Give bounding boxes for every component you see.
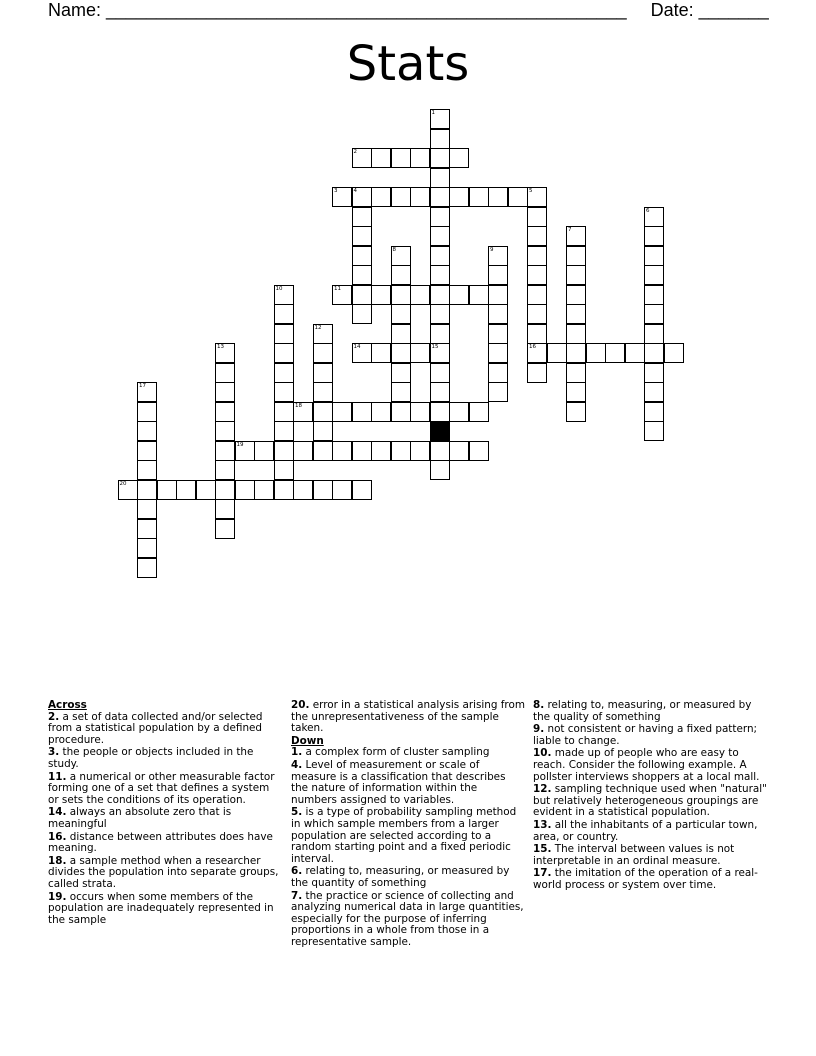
clue-text: Level of measurement or scale of measure is a classification that describes the nature of information within the numbers assigned to variables. xyxy=(291,758,506,806)
clue-number-label: 12. xyxy=(533,783,552,796)
grid-cell[interactable] xyxy=(527,265,547,285)
grid-cell[interactable] xyxy=(664,343,684,363)
grid-cell[interactable] xyxy=(644,402,664,422)
grid-cell[interactable] xyxy=(352,265,372,285)
grid-cell[interactable] xyxy=(644,304,664,324)
grid-cell[interactable] xyxy=(137,421,157,441)
grid-cell[interactable] xyxy=(176,480,196,500)
clue-number: 11 xyxy=(334,285,341,292)
across-clue xyxy=(291,700,525,735)
grid-cell[interactable] xyxy=(527,207,547,227)
grid-cell[interactable] xyxy=(332,441,352,461)
grid-cell[interactable] xyxy=(313,421,333,441)
clue-text: occurs when some members of the population are inadequately represented in the sample xyxy=(48,890,274,926)
grid-cell[interactable] xyxy=(352,285,372,305)
clue-number: 13 xyxy=(217,344,224,350)
grid-cell[interactable] xyxy=(215,402,235,422)
grid-cell[interactable] xyxy=(215,441,235,461)
clue-number: 19 xyxy=(236,441,244,448)
grid-cell[interactable] xyxy=(644,382,664,402)
across-clue-list xyxy=(48,712,282,927)
down-clue xyxy=(291,760,525,806)
grid-cell[interactable] xyxy=(137,460,157,480)
grid-cell[interactable] xyxy=(644,363,664,383)
clue-number: 6 xyxy=(646,207,650,214)
clue-text: the practice or science of collecting and analyzing numerical data in large quantities, especially for the purpose of inferring proportions in a whole from those in a representative sample. xyxy=(291,889,524,948)
across-clue xyxy=(48,747,282,770)
clue-number: 18 xyxy=(295,402,302,409)
down-clue xyxy=(291,891,525,949)
grid-cell[interactable] xyxy=(527,304,547,324)
grid-cell[interactable] xyxy=(430,460,450,480)
grid-cell[interactable] xyxy=(566,363,586,383)
grid-cell[interactable] xyxy=(352,207,372,227)
across-heading: Across xyxy=(48,699,87,711)
grid-cell[interactable] xyxy=(527,285,547,305)
grid-cell[interactable] xyxy=(274,324,294,344)
date-label: Date: xyxy=(650,0,694,20)
down-clue-list xyxy=(291,747,525,948)
grid-cell[interactable] xyxy=(352,304,372,324)
grid-cell[interactable] xyxy=(566,382,586,402)
grid-cell[interactable] xyxy=(449,402,469,422)
grid-cell[interactable] xyxy=(410,187,430,207)
grid-cell[interactable] xyxy=(488,324,508,344)
grid-cell[interactable] xyxy=(215,480,235,500)
grid-cell[interactable] xyxy=(235,480,255,500)
grid-cell[interactable] xyxy=(313,324,333,344)
grid-cell[interactable] xyxy=(430,382,450,402)
grid-cell[interactable] xyxy=(430,363,450,383)
grid-cell[interactable] xyxy=(644,265,664,285)
grid-cell[interactable] xyxy=(449,285,469,305)
down-clue xyxy=(533,724,767,747)
grid-cell[interactable] xyxy=(137,441,157,461)
grid-cell[interactable] xyxy=(215,519,235,539)
grid-cell[interactable] xyxy=(527,226,547,246)
grid-cell[interactable] xyxy=(391,363,411,383)
down-clue xyxy=(533,784,767,819)
puzzle-title: Stats xyxy=(346,36,470,92)
clue-number-label: 10. xyxy=(533,747,552,760)
grid-cell[interactable] xyxy=(449,148,469,168)
clue-number-label: 20. xyxy=(291,699,310,711)
date-line[interactable]: _______ xyxy=(698,0,769,20)
clue-text: The interval between values is not interpretable in an ordinal measure. xyxy=(533,843,735,867)
grid-cell[interactable] xyxy=(488,187,508,207)
grid-cell[interactable] xyxy=(332,187,352,207)
grid-cell[interactable] xyxy=(430,148,450,168)
grid-cell[interactable] xyxy=(566,304,586,324)
grid-cell[interactable] xyxy=(313,402,333,422)
down-clue xyxy=(291,807,525,865)
grid-cell[interactable] xyxy=(644,324,664,344)
grid-cell[interactable] xyxy=(274,285,294,305)
grid-cell[interactable] xyxy=(293,480,313,500)
grid-cell[interactable] xyxy=(293,402,313,422)
grid-cell[interactable] xyxy=(430,246,450,266)
grid-cell[interactable] xyxy=(215,421,235,441)
clue-number-label: 9. xyxy=(533,723,545,736)
clue-text: a complex form of cluster sampling xyxy=(302,746,490,759)
clue-text: the people or objects included in the study. xyxy=(48,746,254,770)
clue-number: 8 xyxy=(392,246,396,253)
grid-cell[interactable] xyxy=(274,421,294,441)
down-clue xyxy=(533,844,767,867)
grid-cell[interactable] xyxy=(235,441,255,461)
grid-cell[interactable] xyxy=(352,402,372,422)
clue-text: a numerical or other measurable factor forming one of a set that defines a system or sets the conditions of its operation. xyxy=(48,770,275,806)
grid-cell[interactable] xyxy=(566,324,586,344)
grid-cell[interactable] xyxy=(430,285,450,305)
grid-cell[interactable] xyxy=(430,129,450,149)
grid-cell[interactable] xyxy=(586,343,606,363)
grid-cell[interactable] xyxy=(215,499,235,519)
grid-cell[interactable] xyxy=(254,441,274,461)
clue-number: 16 xyxy=(529,344,536,350)
clue-number-label: 14. xyxy=(48,806,67,819)
clue-number: 1 xyxy=(431,110,435,116)
down-clue xyxy=(291,866,525,889)
across-clue xyxy=(48,892,282,927)
clue-text: distance between attributes does have meaning. xyxy=(48,830,273,855)
grid-cell[interactable] xyxy=(644,207,664,227)
grid-cell[interactable] xyxy=(488,246,508,266)
grid-cell[interactable] xyxy=(371,402,391,422)
across-clue-list-continued xyxy=(291,700,525,735)
clue-number: 3 xyxy=(334,188,338,194)
grid-cell[interactable] xyxy=(391,382,411,402)
clue-number-label: 8. xyxy=(533,699,545,711)
down-clue xyxy=(533,868,767,891)
grid-cell[interactable] xyxy=(488,304,508,324)
grid-cell[interactable] xyxy=(313,343,333,363)
grid-cell[interactable] xyxy=(391,441,411,461)
grid-cell[interactable] xyxy=(332,402,352,422)
grid-cell[interactable] xyxy=(391,304,411,324)
grid-cell[interactable] xyxy=(644,343,664,363)
clue-text: always an absolute zero that is meaningful xyxy=(48,806,232,830)
grid-cell[interactable] xyxy=(274,382,294,402)
grid-cell[interactable] xyxy=(410,343,430,363)
grid-cell[interactable] xyxy=(157,480,177,500)
grid-cell[interactable] xyxy=(566,343,586,363)
grid-cell[interactable] xyxy=(274,441,294,461)
grid-cell[interactable] xyxy=(547,343,567,363)
grid-cell[interactable] xyxy=(391,285,411,305)
grid-cell[interactable] xyxy=(430,226,450,246)
grid-cell[interactable] xyxy=(274,343,294,363)
down-clue xyxy=(533,700,767,723)
grid-cell[interactable] xyxy=(430,109,450,129)
grid-cell[interactable] xyxy=(566,402,586,422)
grid-cell[interactable] xyxy=(371,343,391,363)
grid-cell[interactable] xyxy=(352,226,372,246)
grid-cell[interactable] xyxy=(391,324,411,344)
grid-cell[interactable] xyxy=(313,363,333,383)
grid-cell[interactable] xyxy=(313,382,333,402)
grid-cell[interactable] xyxy=(332,480,352,500)
grid-cell[interactable] xyxy=(215,382,235,402)
down-clue-list-continued xyxy=(533,700,767,892)
clue-number: 10 xyxy=(275,285,283,292)
clue-number-label: 11. xyxy=(48,770,67,783)
grid-cell[interactable] xyxy=(430,168,450,188)
down-heading: Down xyxy=(291,734,324,747)
clue-number-label: 13. xyxy=(533,818,552,831)
grid-cell[interactable] xyxy=(430,402,450,422)
grid-cell[interactable] xyxy=(137,558,157,578)
grid-cell[interactable] xyxy=(274,402,294,422)
clue-text: error in a statistical analysis arising from the unrepresentativeness of the sample taken. xyxy=(291,699,525,735)
clue-text: a set of data collected and/or selected from a statistical population by a defined procedure. xyxy=(48,710,263,746)
grid-cell[interactable] xyxy=(137,382,157,402)
grid-cell[interactable] xyxy=(391,402,411,422)
grid-cell[interactable] xyxy=(332,285,352,305)
grid-cell[interactable] xyxy=(449,441,469,461)
clue-number-label: 18. xyxy=(48,854,67,867)
grid-cell[interactable] xyxy=(469,187,489,207)
grid-cell[interactable] xyxy=(137,519,157,539)
grid-cell[interactable] xyxy=(371,187,391,207)
grid-cell[interactable] xyxy=(391,246,411,266)
grid-cell[interactable] xyxy=(527,324,547,344)
grid-cell[interactable] xyxy=(488,382,508,402)
grid-cell[interactable] xyxy=(137,480,157,500)
grid-cell[interactable] xyxy=(430,265,450,285)
clue-text: sampling technique used when "natural" but relatively heterogeneous groupings are evident in a statistical population. xyxy=(533,783,767,819)
clue-number-label: 3. xyxy=(48,746,60,759)
clue-number: 20 xyxy=(119,480,127,487)
blocked-cell xyxy=(430,421,450,441)
clue-number-label: 6. xyxy=(291,865,303,878)
clue-number-label: 15. xyxy=(533,843,552,856)
grid-cell[interactable] xyxy=(449,187,469,207)
grid-cell[interactable] xyxy=(430,343,450,363)
grid-cell[interactable] xyxy=(352,441,372,461)
clue-number: 4 xyxy=(353,188,357,194)
clue-number: 17 xyxy=(139,383,146,389)
clue-text: is a type of probability sampling method in which sample members from a larger population are selected according to a random starting point and a fixed periodic interval. xyxy=(291,806,517,865)
grid-cell[interactable] xyxy=(527,343,547,363)
grid-cell[interactable] xyxy=(137,538,157,558)
across-clue xyxy=(48,832,282,855)
grid-cell[interactable] xyxy=(352,148,372,168)
grid-cell[interactable] xyxy=(488,285,508,305)
clue-number: 7 xyxy=(568,227,572,233)
grid-cell[interactable] xyxy=(644,226,664,246)
grid-cell[interactable] xyxy=(371,441,391,461)
grid-cell[interactable] xyxy=(274,363,294,383)
clue-text: a sample method when a researcher divides the population into separate groups, called strata. xyxy=(48,854,279,890)
name-line[interactable]: ____________________________________________________ xyxy=(106,0,627,20)
grid-cell[interactable] xyxy=(215,363,235,383)
grid-cell[interactable] xyxy=(488,363,508,383)
grid-cell[interactable] xyxy=(391,148,411,168)
grid-cell[interactable] xyxy=(508,187,528,207)
grid-cell[interactable] xyxy=(391,343,411,363)
clues-column-3 xyxy=(533,700,767,893)
grid-cell[interactable] xyxy=(391,265,411,285)
grid-cell[interactable] xyxy=(469,402,489,422)
grid-cell[interactable] xyxy=(137,499,157,519)
grid-cell[interactable] xyxy=(488,343,508,363)
clue-number-label: 7. xyxy=(291,889,303,902)
grid-cell[interactable] xyxy=(313,441,333,461)
grid-cell[interactable] xyxy=(430,207,450,227)
across-clue xyxy=(48,772,282,807)
down-clue xyxy=(533,820,767,843)
grid-cell[interactable] xyxy=(430,441,450,461)
clue-text: the imitation of the operation of a real-world process or system over time. xyxy=(533,867,758,891)
grid-cell[interactable] xyxy=(254,480,274,500)
clue-number-label: 17. xyxy=(533,867,552,880)
grid-cell[interactable] xyxy=(215,460,235,480)
clue-number-label: 19. xyxy=(48,890,67,903)
grid-cell[interactable] xyxy=(644,285,664,305)
grid-cell[interactable] xyxy=(527,187,547,207)
clue-number-label: 1. xyxy=(291,746,303,759)
clue-text: not consistent or having a fixed pattern; liable to change. xyxy=(533,723,758,747)
grid-cell[interactable] xyxy=(527,363,547,383)
grid-cell[interactable] xyxy=(566,265,586,285)
grid-cell[interactable] xyxy=(430,324,450,344)
clue-number-label: 4. xyxy=(291,758,303,771)
grid-cell[interactable] xyxy=(352,187,372,207)
down-clue xyxy=(533,748,767,783)
down-clue xyxy=(291,747,525,759)
clue-number: 9 xyxy=(490,246,494,253)
grid-cell[interactable] xyxy=(469,285,489,305)
grid-cell[interactable] xyxy=(371,285,391,305)
grid-cell[interactable] xyxy=(566,246,586,266)
grid-cell[interactable] xyxy=(625,343,645,363)
grid-cell[interactable] xyxy=(410,285,430,305)
clue-number-label: 2. xyxy=(48,710,60,723)
grid-cell[interactable] xyxy=(430,304,450,324)
grid-cell[interactable] xyxy=(410,148,430,168)
clue-text: made up of people who are easy to reach. Consider the following example. A pollster interviews shoppers at a local mall. xyxy=(533,747,760,783)
grid-cell[interactable] xyxy=(137,402,157,422)
grid-cell[interactable] xyxy=(313,480,333,500)
clue-text: all the inhabitants of a particular town, area, or country. xyxy=(533,818,758,843)
clue-number: 12 xyxy=(314,324,322,331)
grid-cell[interactable] xyxy=(352,480,372,500)
grid-cell[interactable] xyxy=(488,265,508,285)
clues-column-2 xyxy=(291,700,525,949)
grid-cell[interactable] xyxy=(391,187,411,207)
grid-cell[interactable] xyxy=(566,226,586,246)
grid-cell[interactable] xyxy=(644,246,664,266)
grid-cell[interactable] xyxy=(293,441,313,461)
grid-cell[interactable] xyxy=(469,441,489,461)
across-clue xyxy=(48,807,282,830)
grid-cell[interactable] xyxy=(274,304,294,324)
clue-number: 2 xyxy=(353,149,357,155)
clue-number: 5 xyxy=(529,188,533,194)
grid-cell[interactable] xyxy=(274,480,294,500)
clue-number: 14 xyxy=(353,344,361,350)
grid-cell[interactable] xyxy=(118,480,138,500)
clue-number-label: 16. xyxy=(48,830,67,843)
grid-cell[interactable] xyxy=(410,402,430,422)
clues-column-1 xyxy=(48,700,282,927)
clue-number-label: 5. xyxy=(291,806,303,819)
clue-text: relating to, measuring, or measured by the quantity of something xyxy=(291,865,510,889)
name-label: Name: xyxy=(48,0,102,20)
grid-cell[interactable] xyxy=(605,343,625,363)
grid-cell[interactable] xyxy=(410,441,430,461)
grid-cell[interactable] xyxy=(215,343,235,363)
across-clue xyxy=(48,856,282,891)
clue-number: 15 xyxy=(431,344,439,350)
clue-text: relating to, measuring, or measured by the quality of something xyxy=(533,699,752,723)
grid-cell[interactable] xyxy=(430,187,450,207)
grid-cell[interactable] xyxy=(352,246,372,266)
grid-cell[interactable] xyxy=(566,285,586,305)
grid-cell[interactable] xyxy=(274,460,294,480)
across-clue xyxy=(48,712,282,747)
grid-cell[interactable] xyxy=(644,421,664,441)
grid-cell[interactable] xyxy=(371,148,391,168)
grid-cell[interactable] xyxy=(527,246,547,266)
grid-cell[interactable] xyxy=(352,343,372,363)
grid-cell[interactable] xyxy=(196,480,216,500)
